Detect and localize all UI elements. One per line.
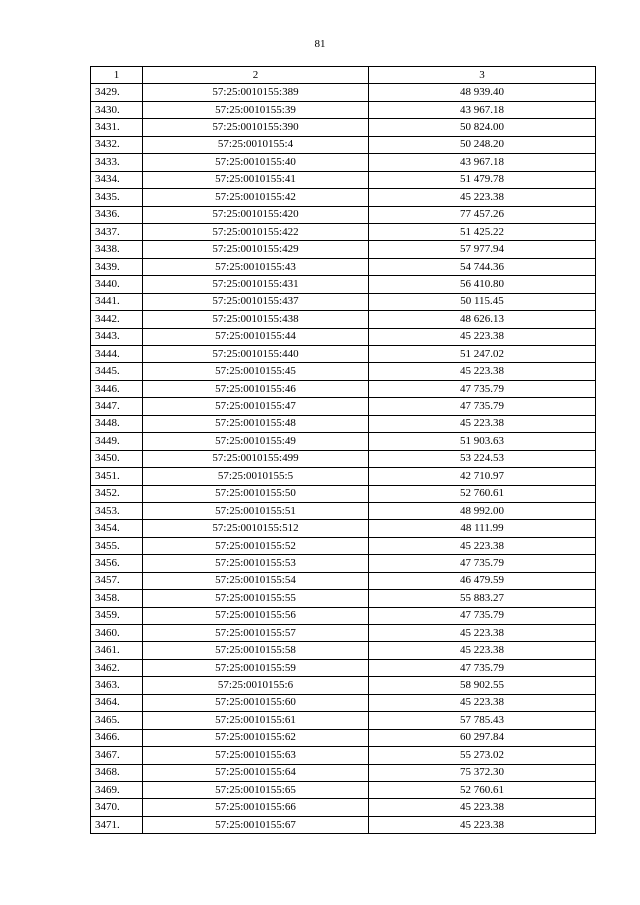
cadastral-number: 57:25:0010155:54 — [143, 572, 369, 589]
header-row — [91, 67, 596, 84]
cadastral-value: 57 977.94 — [369, 241, 596, 258]
table-row — [91, 502, 596, 519]
cadastral-number: 57:25:0010155:60 — [143, 694, 369, 711]
cadastral-value: 60 297.84 — [369, 729, 596, 746]
cadastral-value: 50 248.20 — [369, 136, 596, 153]
table-row — [91, 171, 596, 188]
cadastral-value: 50 824.00 — [369, 119, 596, 136]
cadastral-value: 75 372.30 — [369, 764, 596, 781]
table-row — [91, 537, 596, 554]
cadastral-value: 77 457.26 — [369, 206, 596, 223]
table-row — [91, 136, 596, 153]
table-row — [91, 241, 596, 258]
cadastral-value: 45 223.38 — [369, 625, 596, 642]
cadastral-value: 45 223.38 — [369, 363, 596, 380]
row-number: 3449. — [91, 433, 143, 450]
cadastral-number: 57:25:0010155:429 — [143, 241, 369, 258]
cadastral-number: 57:25:0010155:50 — [143, 485, 369, 502]
table-row — [91, 206, 596, 223]
table-row — [91, 590, 596, 607]
cadastral-value: 46 479.59 — [369, 572, 596, 589]
cadastral-number: 57:25:0010155:51 — [143, 502, 369, 519]
table-row — [91, 450, 596, 467]
cadastral-number: 57:25:0010155:63 — [143, 747, 369, 764]
cadastral-number: 57:25:0010155:422 — [143, 223, 369, 240]
table-row — [91, 433, 596, 450]
table-body — [91, 84, 596, 834]
row-number: 3432. — [91, 136, 143, 153]
cadastral-number: 57:25:0010155:40 — [143, 154, 369, 171]
table-row — [91, 258, 596, 275]
row-number: 3436. — [91, 206, 143, 223]
cadastral-value: 45 223.38 — [369, 816, 596, 833]
cadastral-number: 57:25:0010155:5 — [143, 468, 369, 485]
table-row — [91, 154, 596, 171]
row-number: 3462. — [91, 659, 143, 676]
table-row — [91, 346, 596, 363]
cadastral-number: 57:25:0010155:64 — [143, 764, 369, 781]
row-number: 3451. — [91, 468, 143, 485]
cadastral-number: 57:25:0010155:420 — [143, 206, 369, 223]
row-number: 3448. — [91, 415, 143, 432]
cadastral-number: 57:25:0010155:41 — [143, 171, 369, 188]
cadastral-number: 57:25:0010155:6 — [143, 677, 369, 694]
table-row — [91, 223, 596, 240]
row-number: 3455. — [91, 537, 143, 554]
cadastral-value: 47 735.79 — [369, 555, 596, 572]
cadastral-number: 57:25:0010155:437 — [143, 293, 369, 310]
cadastral-value: 45 223.38 — [369, 189, 596, 206]
row-number: 3459. — [91, 607, 143, 624]
row-number: 3431. — [91, 119, 143, 136]
cadastral-value: 48 939.40 — [369, 84, 596, 101]
cadastral-value: 47 735.79 — [369, 380, 596, 397]
row-number: 3457. — [91, 572, 143, 589]
cadastral-number: 57:25:0010155:43 — [143, 258, 369, 275]
cadastral-value: 43 967.18 — [369, 101, 596, 118]
table-row — [91, 485, 596, 502]
table-row — [91, 415, 596, 432]
row-number: 3460. — [91, 625, 143, 642]
table-row — [91, 816, 596, 833]
cadastral-number: 57:25:0010155:58 — [143, 642, 369, 659]
cadastral-value: 51 425.22 — [369, 223, 596, 240]
table-row — [91, 659, 596, 676]
row-number: 3458. — [91, 590, 143, 607]
cadastral-number: 57:25:0010155:46 — [143, 380, 369, 397]
table-row — [91, 712, 596, 729]
column-header-number: 1 — [91, 67, 143, 84]
cadastral-number: 57:25:0010155:47 — [143, 398, 369, 415]
row-number: 3435. — [91, 189, 143, 206]
cadastral-value: 58 902.55 — [369, 677, 596, 694]
table-row — [91, 607, 596, 624]
table-row — [91, 311, 596, 328]
row-number: 3430. — [91, 101, 143, 118]
table-row — [91, 119, 596, 136]
cadastral-value: 45 223.38 — [369, 642, 596, 659]
table-row — [91, 781, 596, 798]
row-number: 3446. — [91, 380, 143, 397]
table-row — [91, 747, 596, 764]
cadastral-value: 45 223.38 — [369, 415, 596, 432]
table-row — [91, 625, 596, 642]
row-number: 3442. — [91, 311, 143, 328]
table-row — [91, 555, 596, 572]
table-row — [91, 84, 596, 101]
cadastral-number: 57:25:0010155:55 — [143, 590, 369, 607]
table-row — [91, 694, 596, 711]
cadastral-value: 42 710.97 — [369, 468, 596, 485]
cadastral-number: 57:25:0010155:67 — [143, 816, 369, 833]
row-number: 3429. — [91, 84, 143, 101]
table-row — [91, 380, 596, 397]
cadastral-value: 50 115.45 — [369, 293, 596, 310]
cadastral-value: 57 785.43 — [369, 712, 596, 729]
cadastral-number: 57:25:0010155:61 — [143, 712, 369, 729]
row-number: 3445. — [91, 363, 143, 380]
cadastral-value: 48 992.00 — [369, 502, 596, 519]
cadastral-number: 57:25:0010155:45 — [143, 363, 369, 380]
cadastral-number: 57:25:0010155:62 — [143, 729, 369, 746]
row-number: 3453. — [91, 502, 143, 519]
cadastral-value: 54 744.36 — [369, 258, 596, 275]
table-row — [91, 799, 596, 816]
table-row — [91, 642, 596, 659]
table-row — [91, 572, 596, 589]
row-number: 3440. — [91, 276, 143, 293]
table-row — [91, 468, 596, 485]
cadastral-number: 57:25:0010155:512 — [143, 520, 369, 537]
row-number: 3437. — [91, 223, 143, 240]
table-row — [91, 189, 596, 206]
row-number: 3465. — [91, 712, 143, 729]
cadastral-number: 57:25:0010155:57 — [143, 625, 369, 642]
cadastral-value: 51 479.78 — [369, 171, 596, 188]
row-number: 3439. — [91, 258, 143, 275]
table-row — [91, 677, 596, 694]
row-number: 3450. — [91, 450, 143, 467]
cadastral-number: 57:25:0010155:53 — [143, 555, 369, 572]
cadastral-number: 57:25:0010155:65 — [143, 781, 369, 798]
table-row — [91, 398, 596, 415]
cadastral-number: 57:25:0010155:66 — [143, 799, 369, 816]
cadastral-value: 47 735.79 — [369, 398, 596, 415]
cadastral-number: 57:25:0010155:39 — [143, 101, 369, 118]
cadastral-value: 55 273.02 — [369, 747, 596, 764]
cadastral-number: 57:25:0010155:4 — [143, 136, 369, 153]
cadastral-number: 57:25:0010155:52 — [143, 537, 369, 554]
cadastral-value: 53 224.53 — [369, 450, 596, 467]
cadastral-value: 56 410.80 — [369, 276, 596, 293]
cadastral-number: 57:25:0010155:440 — [143, 346, 369, 363]
cadastral-number: 57:25:0010155:42 — [143, 189, 369, 206]
cadastral-number: 57:25:0010155:499 — [143, 450, 369, 467]
row-number: 3468. — [91, 764, 143, 781]
page-number: 81 — [314, 38, 326, 50]
cadastral-number: 57:25:0010155:48 — [143, 415, 369, 432]
row-number: 3454. — [91, 520, 143, 537]
column-header-cadastral-number: 2 — [143, 67, 369, 84]
row-number: 3471. — [91, 816, 143, 833]
cadastral-value: 51 903.63 — [369, 433, 596, 450]
table-header — [91, 67, 596, 84]
table-row — [91, 293, 596, 310]
table-row — [91, 328, 596, 345]
row-number: 3444. — [91, 346, 143, 363]
cadastral-value: 48 626.13 — [369, 311, 596, 328]
cadastral-number: 57:25:0010155:438 — [143, 311, 369, 328]
row-number: 3443. — [91, 328, 143, 345]
row-number: 3461. — [91, 642, 143, 659]
row-number: 3433. — [91, 154, 143, 171]
table-row — [91, 101, 596, 118]
row-number: 3452. — [91, 485, 143, 502]
cadastral-number: 57:25:0010155:431 — [143, 276, 369, 293]
row-number: 3463. — [91, 677, 143, 694]
cadastral-value: 47 735.79 — [369, 659, 596, 676]
cadastral-value: 45 223.38 — [369, 799, 596, 816]
table-row — [91, 363, 596, 380]
cadastral-value: 43 967.18 — [369, 154, 596, 171]
cadastral-value: 45 223.38 — [369, 328, 596, 345]
row-number: 3466. — [91, 729, 143, 746]
table-row — [91, 276, 596, 293]
cadastral-number: 57:25:0010155:389 — [143, 84, 369, 101]
cadastral-number: 57:25:0010155:390 — [143, 119, 369, 136]
cadastral-number: 57:25:0010155:44 — [143, 328, 369, 345]
row-number: 3456. — [91, 555, 143, 572]
cadastral-value: 52 760.61 — [369, 485, 596, 502]
cadastral-number: 57:25:0010155:59 — [143, 659, 369, 676]
cadastral-number: 57:25:0010155:49 — [143, 433, 369, 450]
row-number: 3467. — [91, 747, 143, 764]
row-number: 3434. — [91, 171, 143, 188]
table-row — [91, 764, 596, 781]
table-row — [91, 729, 596, 746]
cadastral-number: 57:25:0010155:56 — [143, 607, 369, 624]
cadastral-value: 47 735.79 — [369, 607, 596, 624]
row-number: 3470. — [91, 799, 143, 816]
row-number: 3438. — [91, 241, 143, 258]
cadastral-value: 51 247.02 — [369, 346, 596, 363]
row-number: 3441. — [91, 293, 143, 310]
cadastral-value-table — [90, 66, 596, 834]
cadastral-value: 45 223.38 — [369, 537, 596, 554]
cadastral-value: 48 111.99 — [369, 520, 596, 537]
cadastral-value: 55 883.27 — [369, 590, 596, 607]
table-row — [91, 520, 596, 537]
cadastral-value: 52 760.61 — [369, 781, 596, 798]
cadastral-value: 45 223.38 — [369, 694, 596, 711]
row-number: 3447. — [91, 398, 143, 415]
row-number: 3469. — [91, 781, 143, 798]
row-number: 3464. — [91, 694, 143, 711]
column-header-value: 3 — [369, 67, 596, 84]
